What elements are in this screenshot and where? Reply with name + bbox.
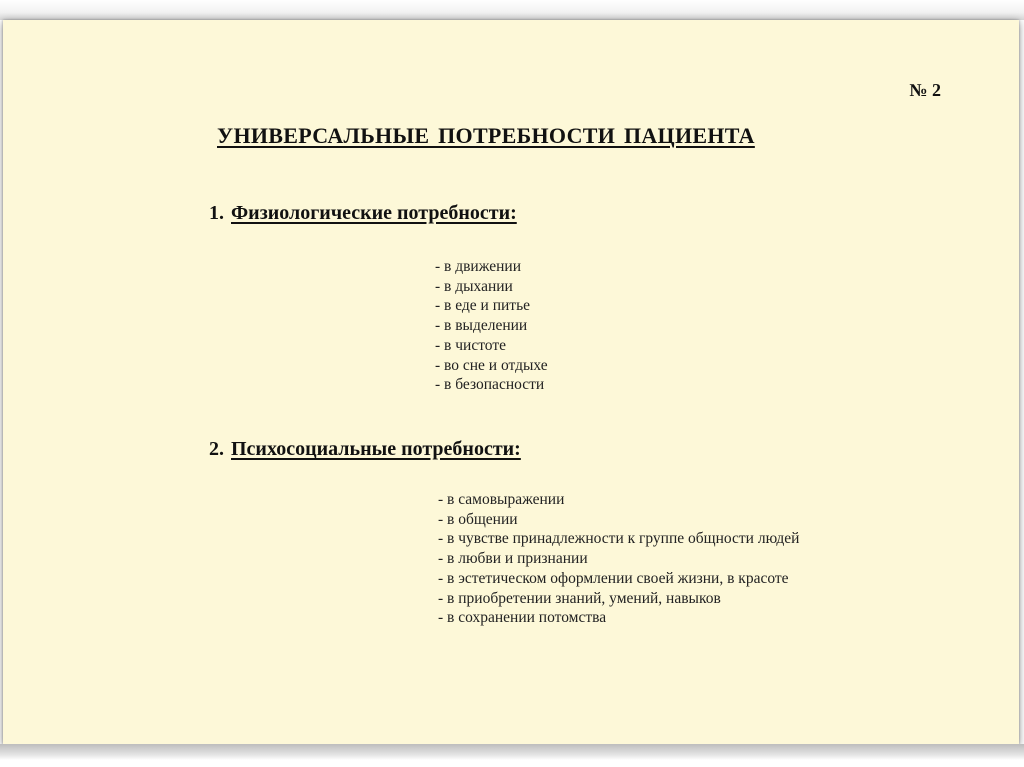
slide-title: УНИВЕРСАЛЬНЫЕ ПОТРЕБНОСТИ ПАЦИЕНТА [217, 123, 755, 148]
section-heading: Физиологические потребности: [231, 202, 517, 224]
section-heading: Психосоциальные потребности: [231, 438, 521, 460]
list-item: - в выделении [435, 317, 528, 335]
list-item: - в эстетическом оформлении своей жизни, в красоте [438, 569, 789, 587]
top-shadow-band [0, 0, 1024, 20]
section-psychosocial [209, 438, 521, 461]
list-item: - в самовыражении [438, 491, 565, 508]
slide-number: № 2 [909, 80, 941, 100]
list-item: - в чувстве принадлежности к группе общности людей [438, 530, 800, 548]
slide [3, 20, 1019, 744]
section-number: 1. [209, 202, 224, 224]
list-item: - в приобретении знаний, умений, навыков [438, 589, 721, 607]
psychosocial-needs-list [438, 490, 799, 628]
list-item: - в общении [438, 510, 518, 528]
list-item: - в еде и питье [435, 297, 531, 315]
list-item: - в любви и признании [438, 550, 588, 568]
list-item: - в движении [435, 258, 521, 275]
list-item: - в сохранении потомства [438, 609, 607, 627]
section-number: 2. [209, 438, 224, 460]
physiological-needs-list [435, 257, 548, 395]
list-item: - во сне и отдыхе [435, 356, 548, 374]
bottom-shadow-band [0, 744, 1024, 760]
list-item: - в чистоте [435, 336, 506, 354]
list-item: - в безопасности [435, 376, 545, 394]
section-physiological [209, 202, 517, 225]
list-item: - в дыхании [435, 277, 513, 295]
